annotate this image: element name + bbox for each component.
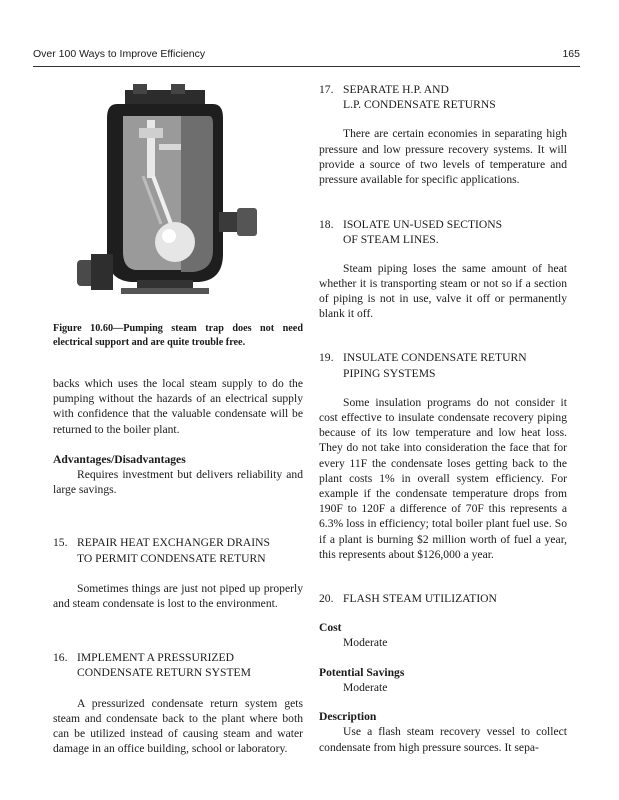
header-rule	[33, 66, 580, 67]
continuation-paragraph: backs which uses the local steam supply to do the pumping without the hazards of an electrical supply with confidence that the valuable condensate will be returned to the boiler plant.	[53, 377, 303, 436]
section-number: 15.	[53, 536, 68, 550]
section-15-text: Sometimes things are just not piped up properly and steam condensate is lost to the environment.	[53, 581, 303, 611]
heading-line: PIPING SYSTEMS	[343, 366, 436, 380]
section-number: 16.	[53, 651, 68, 665]
cost-label: Cost	[319, 621, 342, 635]
section-15-heading	[53, 535, 303, 565]
savings-value: Moderate	[343, 680, 388, 694]
savings-label: Potential Savings	[319, 665, 405, 679]
section-17-heading	[319, 82, 567, 112]
section-number: 18.	[319, 218, 334, 232]
advantages-text: Requires investment but delivers reliability and large savings.	[53, 468, 303, 497]
heading-line: OF STEAM LINES.	[343, 233, 439, 247]
heading-line: IMPLEMENT A PRESSURIZED	[77, 651, 234, 665]
section-19-heading	[319, 350, 567, 380]
heading-line: L.P. CONDENSATE RETURNS	[343, 98, 496, 112]
section-number: 19.	[319, 351, 334, 365]
right-column	[319, 82, 567, 755]
section-20-heading	[319, 591, 567, 606]
description-label: Description	[319, 710, 377, 724]
heading-line: TO PERMIT CONDENSATE RETURN	[77, 551, 266, 565]
section-number: 20.	[319, 592, 334, 606]
heading-line: SEPARATE H.P. AND	[343, 83, 449, 96]
section-16-heading	[53, 650, 303, 680]
heading-line: ISOLATE UN-USED SECTIONS	[343, 218, 503, 232]
section-17-text: There are certain economies in separating high pressure and low pressure recovery systems. It will provide a source of two levels of temperature and pressure available for specific applications.	[319, 127, 567, 187]
section-16-text: A pressurized condensate return system gets steam and condensate back to the plant where both can be utilized instead of causing steam and water damage in an office building, school or laboratory.	[53, 696, 303, 756]
page-number: 165	[562, 48, 580, 60]
advantages-heading: Advantages/Disadvantages	[53, 452, 186, 466]
figure-caption: Figure 10.60—Pumping steam trap does not need electrical support and are quite trouble free.	[53, 323, 303, 348]
figure-caption-block	[53, 322, 303, 350]
cost-value: Moderate	[343, 636, 388, 650]
section-19-text: Some insulation programs do not consider it cost effective to insulate condensate recovery piping because of its low temperature and low heat loss. They do not take into consideration the face that for every 11F the condensate loses getting back to the plant costs 1% in overall system efficiency. For example if the condensate temperature drops from 190F to 120F a difference of 70F this represents a 6.3% loss in efficiency; total boiler plant fuel use. So if a plant is burning $2 million worth of fuel a year, this represents about $126,000 a year.	[319, 395, 567, 561]
heading-line: INSULATE CONDENSATE RETURN	[343, 351, 527, 365]
steam-trap-figure	[73, 84, 273, 316]
section-18-text: Steam piping loses the same amount of heat whether it is transporting steam or not so if a section of piping is not in use, valve it off or permanently blank it off.	[319, 261, 567, 321]
section-number: 17.	[319, 83, 334, 96]
section-18-heading	[319, 217, 567, 247]
running-header	[33, 48, 580, 64]
description-text: Use a flash steam recovery vessel to collect condensate from high pressure sources. It sepa-	[319, 725, 567, 754]
left-column	[53, 376, 303, 756]
heading-line: REPAIR HEAT EXCHANGER DRAINS	[77, 536, 270, 550]
heading-line: FLASH STEAM UTILIZATION	[343, 592, 497, 606]
running-title: Over 100 Ways to Improve Efficiency	[33, 48, 206, 60]
heading-line: CONDENSATE RETURN SYSTEM	[77, 666, 251, 680]
